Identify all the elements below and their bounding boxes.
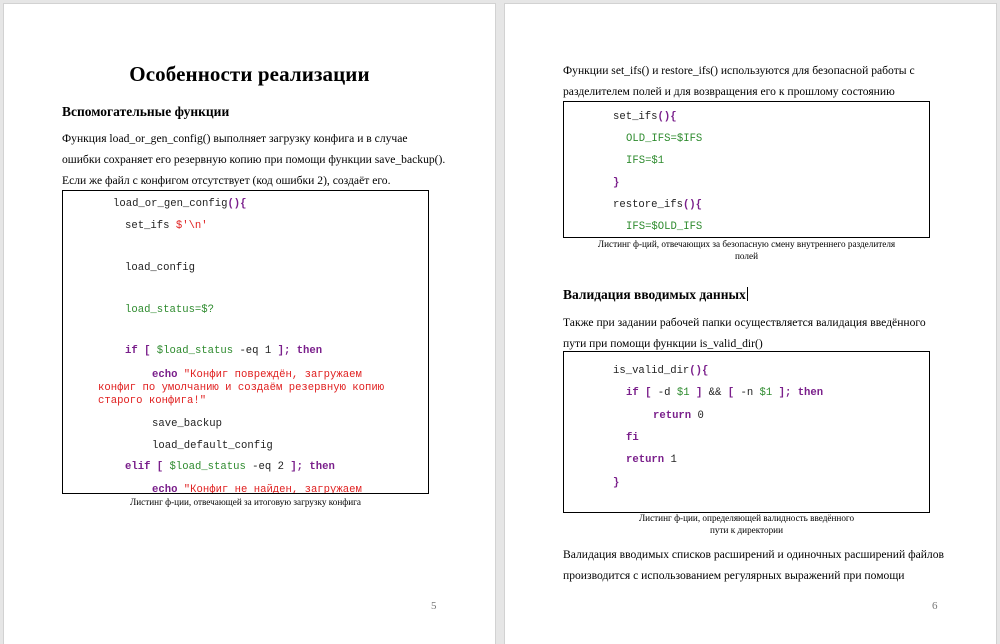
paragraph-line: пути при помощи функции is_valid_dir(): [563, 337, 763, 350]
code-line: [125, 219, 208, 233]
code-token: ];: [290, 461, 304, 473]
paragraph-line: Функции set_ifs() и restore_ifs() используются для безопасной работы с: [563, 64, 915, 77]
code-listing-ifs: [563, 101, 930, 238]
code-line: [113, 197, 247, 211]
code-token: then: [296, 345, 323, 357]
code-token: ];: [778, 387, 792, 399]
code-token: 0: [691, 410, 704, 422]
page-number: 6: [932, 600, 938, 612]
code-token: set_ifs: [613, 111, 658, 123]
code-token: -n: [734, 387, 760, 399]
code-line: IFS=$OLD_IFS: [626, 221, 703, 233]
caption-line: Листинг ф-ций, отвечающих за безопасную смену внутреннего разделителя: [597, 239, 896, 249]
heading-text: Валидация вводимых данных: [563, 287, 746, 302]
paragraph-line: разделителем полей и для возвращения его к прошлому состоянию: [563, 85, 895, 98]
code-token: (){: [657, 111, 677, 123]
code-token: -eq 2: [245, 461, 291, 473]
page-5: [4, 4, 495, 644]
code-line: load_default_config: [152, 440, 273, 452]
code-token: echo: [152, 369, 178, 381]
code-token: $1: [676, 387, 690, 399]
page-number: 5: [431, 600, 437, 612]
code-line: [125, 460, 335, 474]
code-token: then: [309, 461, 335, 473]
paragraph-line: производится с использованием регулярных выражений при помощи: [563, 569, 905, 582]
code-token: if: [626, 387, 639, 399]
listing-caption: [563, 238, 930, 262]
code-token: then: [797, 387, 824, 399]
paragraph-line: Валидация вводимых списков расширений и одиночных расширений файлов: [563, 548, 944, 561]
code-token: (){: [227, 198, 247, 210]
code-line: load_status=$?: [125, 304, 215, 316]
code-line: [152, 368, 362, 382]
code-token: 1: [664, 454, 677, 466]
paragraph-line: Если же файл с конфигом отсутствует (код ошибки 2), создаёт его.: [62, 174, 391, 187]
code-line: старого конфига!": [98, 395, 207, 407]
code-token: is_valid_dir: [613, 365, 690, 377]
paragraph-validation: [563, 312, 926, 354]
code-line: save_backup: [152, 418, 222, 430]
code-token: -d: [651, 387, 677, 399]
code-token: return: [653, 410, 692, 422]
listing-caption: [563, 512, 930, 536]
code-token: "Конфиг не найден, загружаем: [183, 484, 362, 494]
code-token: (){: [689, 365, 709, 377]
code-line: [626, 453, 677, 467]
code-line: конфиг по умолчанию и создаём резервную копию: [98, 382, 385, 394]
code-token: return: [626, 454, 665, 466]
code-token: if: [125, 345, 138, 357]
caption-line: Листинг ф-ции, определяющей валидность введённого: [638, 513, 855, 523]
code-line: [125, 344, 322, 358]
code-token: [: [156, 461, 164, 473]
paragraph-load-config: [62, 128, 445, 191]
code-line: [613, 198, 702, 212]
caption-line: пути к директории: [709, 525, 784, 535]
code-token: [: [727, 387, 735, 399]
code-listing-valid-dir: [563, 351, 930, 513]
paragraph-line: ошибки сохраняет его резервную копию при помощи функции save_backup().: [62, 153, 446, 166]
code-token: [: [645, 387, 652, 399]
page-6: [505, 4, 996, 644]
code-token: ];: [277, 345, 291, 357]
code-token: (){: [682, 199, 703, 211]
code-token: load_or_gen_config: [113, 198, 228, 210]
code-line: [613, 110, 677, 124]
code-token: &&: [702, 387, 728, 399]
code-token: -eq 1: [233, 345, 278, 357]
section-heading-helpers: Вспомогательные функции: [62, 104, 230, 119]
code-line: }: [613, 177, 620, 189]
code-line: }: [613, 477, 620, 489]
section-heading-validation: [563, 287, 748, 303]
code-token: ]: [695, 387, 703, 399]
code-token: restore_ifs: [613, 199, 683, 211]
caption-line: полей: [735, 251, 758, 261]
code-line: [613, 364, 708, 378]
code-line: OLD_IFS=$IFS: [626, 133, 703, 145]
code-token: set_ifs: [125, 220, 176, 232]
code-token: echo: [152, 484, 178, 494]
code-token: $'\n': [175, 220, 208, 232]
page-title: Особенности реализации: [129, 62, 370, 86]
code-token: $load_status: [169, 461, 246, 473]
code-line: fi: [626, 432, 639, 444]
code-token: [: [144, 345, 151, 357]
code-line: IFS=$1: [626, 155, 665, 167]
paragraph-line: Также при задании рабочей папки осуществляется валидация введённого: [563, 316, 926, 329]
paragraph-ifs-intro: [563, 60, 915, 102]
code-token: "Конфиг повреждён, загружаем: [183, 369, 362, 381]
code-line: load_config: [125, 262, 195, 274]
code-line-cut: [152, 483, 362, 494]
paragraph-line: Функция load_or_gen_config() выполняет загрузку конфига и в случае: [62, 132, 408, 145]
code-listing-load-config: [62, 190, 429, 494]
paragraph-regex: [563, 544, 944, 586]
code-token: $1: [759, 387, 773, 399]
code-line: [626, 386, 823, 400]
code-token: $load_status: [156, 345, 234, 357]
code-line: [653, 409, 704, 423]
text-cursor: [747, 287, 748, 301]
code-token: elif: [125, 461, 151, 473]
listing-caption: Листинг ф-ции, отвечающей за итоговую загрузку конфига: [130, 497, 361, 507]
